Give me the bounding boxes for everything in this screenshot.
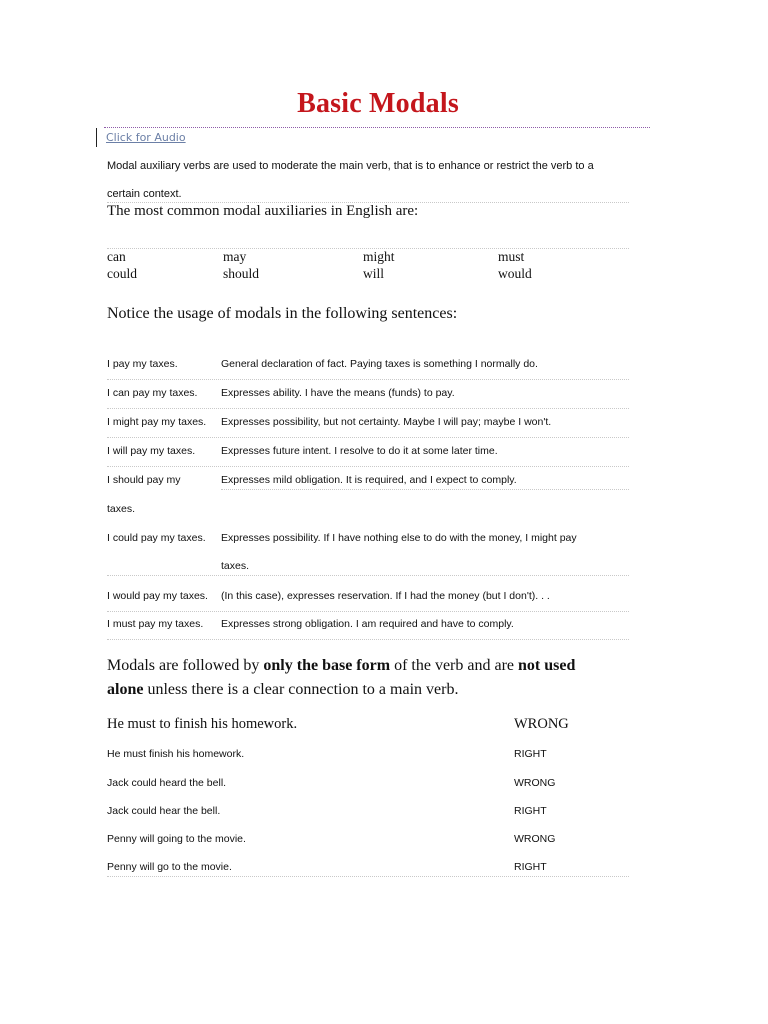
example-explanation: Expresses ability. I have the means (funds) to pay. bbox=[221, 387, 455, 399]
modal-word: would bbox=[498, 266, 532, 281]
example-sentence: I should pay my bbox=[107, 474, 181, 486]
verdict-label: WRONG bbox=[514, 833, 556, 845]
modal-word: will bbox=[363, 266, 385, 281]
modal-word: could bbox=[107, 266, 137, 281]
example-sentence: I will pay my taxes. bbox=[107, 445, 196, 457]
modal-word: might bbox=[363, 249, 395, 264]
modal-word: should bbox=[223, 266, 260, 281]
example-sentence: I could pay my taxes. bbox=[107, 532, 206, 544]
verdict-label: WRONG bbox=[514, 716, 569, 732]
modal-word: must bbox=[498, 249, 525, 264]
verdict-label: WRONG bbox=[514, 777, 556, 789]
example-sentence: Jack could hear the bell. bbox=[107, 805, 221, 817]
divider bbox=[107, 876, 629, 877]
example-explanation: Expresses strong obligation. I am required and have to comply. bbox=[221, 618, 514, 630]
example-row bbox=[107, 618, 629, 640]
example-row bbox=[107, 358, 629, 380]
verdict-label: RIGHT bbox=[514, 861, 547, 873]
example-explanation: (In this case), expresses reservation. If I had the money (but I don't). . . bbox=[221, 590, 550, 602]
base-form-rule: Modals are followed by only the base form of the verb and are not used alone unless there is a clear connection to a main verb. bbox=[107, 657, 576, 698]
example-row bbox=[107, 416, 629, 438]
example-explanation-continued: taxes. bbox=[221, 560, 250, 572]
example-sentence: I must pay my taxes. bbox=[107, 618, 204, 630]
audio-link[interactable]: Click for Audio bbox=[106, 131, 186, 144]
example-row bbox=[107, 474, 629, 524]
example-explanation: Expresses mild obligation. It is required, and I expect to comply. bbox=[221, 474, 517, 486]
intro-line-2: certain context. bbox=[107, 188, 182, 200]
example-sentence: He must finish his homework. bbox=[107, 748, 245, 760]
example-row bbox=[107, 387, 629, 409]
example-row bbox=[107, 445, 629, 467]
modal-word: may bbox=[223, 249, 247, 264]
example-explanation: Expresses possibility. If I have nothing else to do with the money, I might pay bbox=[221, 532, 577, 544]
example-sentence: I might pay my taxes. bbox=[107, 416, 207, 428]
common-modals-heading: The most common modal auxiliaries in English are: bbox=[107, 203, 419, 219]
verdict-label: RIGHT bbox=[514, 748, 547, 760]
modal-list bbox=[107, 249, 629, 285]
page-title: Basic Modals bbox=[297, 88, 459, 119]
example-sentence: I would pay my taxes. bbox=[107, 590, 208, 602]
intro-line-1: Modal auxiliary verbs are used to moderate the main verb, that is to enhance or restrict the verb to a bbox=[107, 160, 594, 172]
example-sentence: Penny will going to the movie. bbox=[107, 833, 246, 845]
text-cursor bbox=[96, 128, 97, 147]
example-sentence: He must to finish his homework. bbox=[107, 716, 298, 732]
example-sentence: Jack could heard the bell. bbox=[107, 777, 227, 789]
usage-heading: Notice the usage of modals in the following sentences: bbox=[107, 305, 458, 322]
modal-word: can bbox=[107, 249, 126, 264]
verdict-label: RIGHT bbox=[514, 805, 547, 817]
example-explanation: Expresses future intent. I resolve to do it at some later time. bbox=[221, 445, 498, 457]
title-divider bbox=[104, 127, 650, 128]
example-explanation: Expresses possibility, but not certainty. Maybe I will pay; maybe I won't. bbox=[221, 416, 552, 428]
example-explanation: General declaration of fact. Paying taxes is something I normally do. bbox=[221, 358, 538, 370]
example-sentence: Penny will go to the movie. bbox=[107, 861, 232, 873]
example-row bbox=[107, 532, 629, 576]
example-sentence-continued: taxes. bbox=[107, 503, 136, 515]
example-sentence: I pay my taxes. bbox=[107, 358, 178, 370]
example-row bbox=[107, 590, 629, 612]
example-sentence: I can pay my taxes. bbox=[107, 387, 198, 399]
